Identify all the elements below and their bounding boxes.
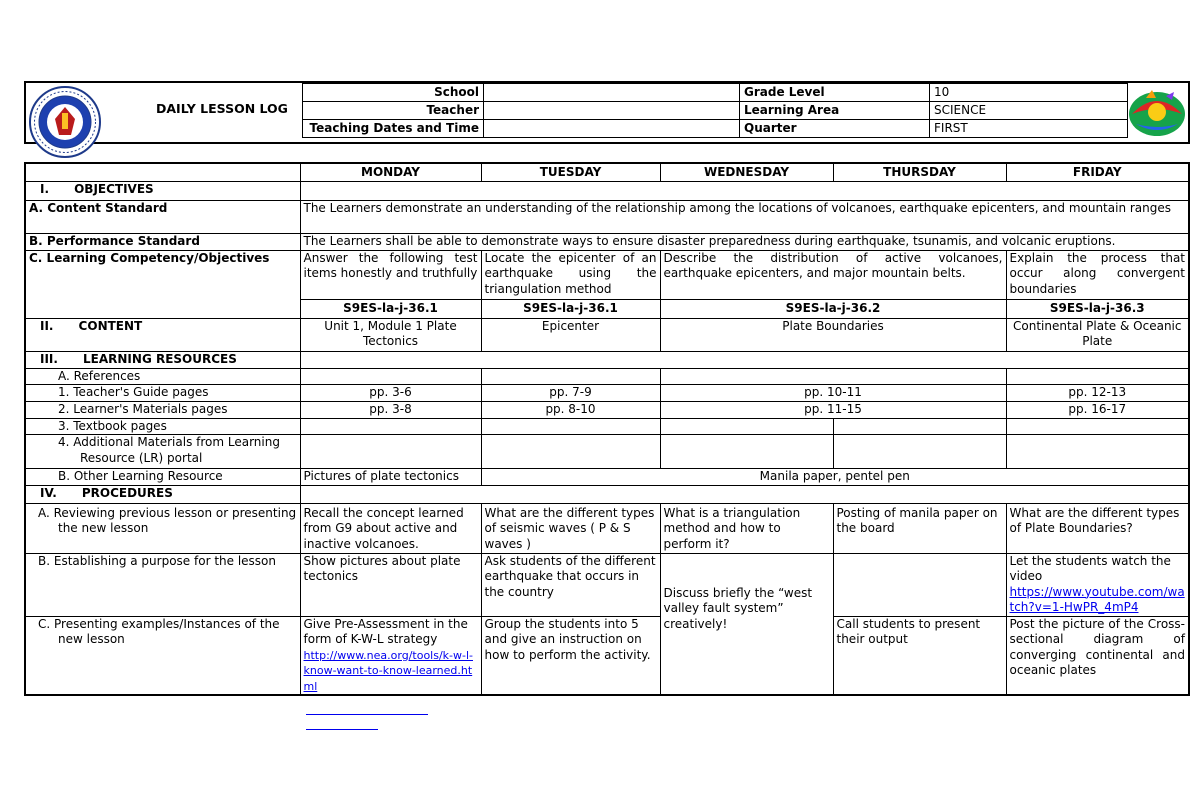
review-friday: What are the different types of Plate Boundaries? [1006,503,1189,553]
content-standard-text: The Learners demonstrate an understanding of the relationship among the locations of volcanoes, earthquake epicenters, and mountain ranges [300,200,1189,233]
competency-label: C. Learning Competency/Objectives [25,250,300,318]
purpose-tuesday: Ask students of the different earthquake that occurs in the country [481,553,660,616]
day-tuesday: TUESDAY [481,163,660,181]
competency-wed-thu: Describe the distribution of active volcanoes, earthquake epicenters, and major mountain belts. [660,250,1006,299]
procedures-heading: IV. PROCEDURES [25,485,300,503]
school-field[interactable] [484,84,740,102]
references-label: A. References [25,368,300,385]
additional-monday[interactable] [300,435,481,469]
tg-friday: pp. 12-13 [1006,385,1189,402]
purpose-monday: Show pictures about plate tectonics [300,553,481,616]
code-friday: S9ES-la-j-36.3 [1006,299,1189,318]
purpose-thursday[interactable] [833,553,1006,616]
day-friday: FRIDAY [1006,163,1189,181]
textbook-label: 3. Textbook pages [25,418,300,435]
quarter-field[interactable]: FIRST [930,120,1128,138]
page-title: DAILY LESSON LOG [156,101,288,116]
additional-materials-label: 4. Additional Materials from Learning Resource (LR) portal [25,435,300,469]
content-standard-label: A. Content Standard [25,200,300,233]
purpose-friday-text: Let the students watch the video [1009,553,1171,583]
textbook-tuesday[interactable] [481,418,660,435]
performance-standard-text: The Learners shall be able to demonstrate ways to ensure disaster preparedness during earthquake, tsunamis, and volcanic eruptions. [300,233,1189,250]
additional-wednesday[interactable] [660,435,833,469]
purpose-friday [1006,553,1189,616]
textbook-thursday[interactable] [833,418,1006,435]
procedures-cell[interactable] [300,485,1189,503]
purpose-wednesday: Discuss briefly the “west valley fault system” creatively! [660,553,833,695]
code-tuesday: S9ES-la-j-36.1 [481,299,660,318]
learning-area-field[interactable]: SCIENCE [930,102,1128,120]
other-resource-label: B. Other Learning Resource [25,469,300,486]
nea-link[interactable]: http://www.nea.org/tools/k-w-l-know-want-to-know-learned.html [303,648,473,693]
lesson-log-header [24,81,1190,144]
content-wed-thu: Plate Boundaries [660,318,1006,351]
resources-heading: III. LEARNING RESOURCES [25,351,300,368]
teacher-field[interactable] [484,102,740,120]
examples-tuesday: Group the students into 5 and give an instruction on how to perform the activity. [481,616,660,695]
day-wednesday: WEDNESDAY [660,163,833,181]
content-heading: II. CONTENT [25,318,300,351]
references-friday[interactable] [1006,368,1189,385]
examples-monday-text: Give Pre-Assessment in the form of K-W-L strategy [303,616,468,646]
textbook-wednesday[interactable] [660,418,833,435]
teaching-dates-label: Teaching Dates and Time [303,120,484,138]
daily-lesson-table [24,162,1190,696]
day-monday: MONDAY [300,163,481,181]
lm-monday: pp. 3-8 [300,401,481,418]
competency-monday: Answer the following test items honestly and truthfully [300,250,481,299]
teacher-label: Teacher [303,102,484,120]
review-monday: Recall the concept learned from G9 about active and inactive volcanoes. [300,503,481,553]
hyperlink-underline-short [306,729,378,730]
examples-monday [300,616,481,695]
header-info-table [302,83,1128,138]
content-tuesday: Epicenter [481,318,660,351]
learners-materials-label: 2. Learner's Materials pages [25,401,300,418]
lm-tuesday: pp. 8-10 [481,401,660,418]
review-thursday: Posting of manila paper on the board [833,503,1006,553]
review-wednesday: What is a triangulation method and how to perform it? [660,503,833,553]
references-tuesday[interactable] [481,368,660,385]
hyperlink-underline [306,714,428,715]
grade-level-field[interactable]: 10 [930,84,1128,102]
lm-wed-thu: pp. 11-15 [660,401,1006,418]
lm-friday: pp. 16-17 [1006,401,1189,418]
examples-thursday: Call students to present their output [833,616,1006,695]
tg-tuesday: pp. 7-9 [481,385,660,402]
grade-level-label: Grade Level [740,84,930,102]
textbook-friday[interactable] [1006,418,1189,435]
content-friday: Continental Plate & Oceanic Plate [1006,318,1189,351]
other-monday: Pictures of plate tectonics [300,469,481,486]
school-label: School [303,84,484,102]
additional-tuesday[interactable] [481,435,660,469]
review-tuesday: What are the different types of seismic waves ( P & S waves ) [481,503,660,553]
day-thursday: THURSDAY [833,163,1006,181]
corner-cell [25,163,300,181]
quarter-label: Quarter [740,120,930,138]
references-monday[interactable] [300,368,481,385]
tg-wed-thu: pp. 10-11 [660,385,1006,402]
teachers-guide-label: 1. Teacher's Guide pages [25,385,300,402]
content-monday: Unit 1, Module 1 Plate Tectonics [300,318,481,351]
deped-logo-icon [1126,84,1188,140]
competency-friday: Explain the process that occur along convergent boundaries [1006,250,1189,299]
tg-monday: pp. 3-6 [300,385,481,402]
other-tue-fri: Manila paper, pentel pen [481,469,1189,486]
examples-label: C. Presenting examples/Instances of the new lesson [25,616,300,695]
objectives-heading: I. OBJECTIVES [25,181,300,200]
additional-friday[interactable] [1006,435,1189,469]
examples-friday: Post the picture of the Cross-sectional diagram of converging continental and oceanic plates [1006,616,1189,695]
code-monday: S9ES-la-j-36.1 [300,299,481,318]
code-wed-thu: S9ES-la-j-36.2 [660,299,1006,318]
resources-cell[interactable] [300,351,1189,368]
objectives-cell[interactable] [300,181,1189,200]
day-header-row [25,163,1189,181]
learning-area-label: Learning Area [740,102,930,120]
performance-standard-label: B. Performance Standard [25,233,300,250]
additional-thursday[interactable] [833,435,1006,469]
references-wed-thu[interactable] [660,368,1006,385]
textbook-monday[interactable] [300,418,481,435]
purpose-label: B. Establishing a purpose for the lesson [25,553,300,616]
competency-tuesday: Locate the epicenter of an earthquake using the triangulation method [481,250,660,299]
deped-seal-icon [28,85,102,159]
youtube-link[interactable]: https://www.youtube.com/watch?v=1-HwPR_4mP4 [1009,584,1185,614]
teaching-dates-field[interactable] [484,120,740,138]
review-label: A. Reviewing previous lesson or presenting the new lesson [25,503,300,553]
